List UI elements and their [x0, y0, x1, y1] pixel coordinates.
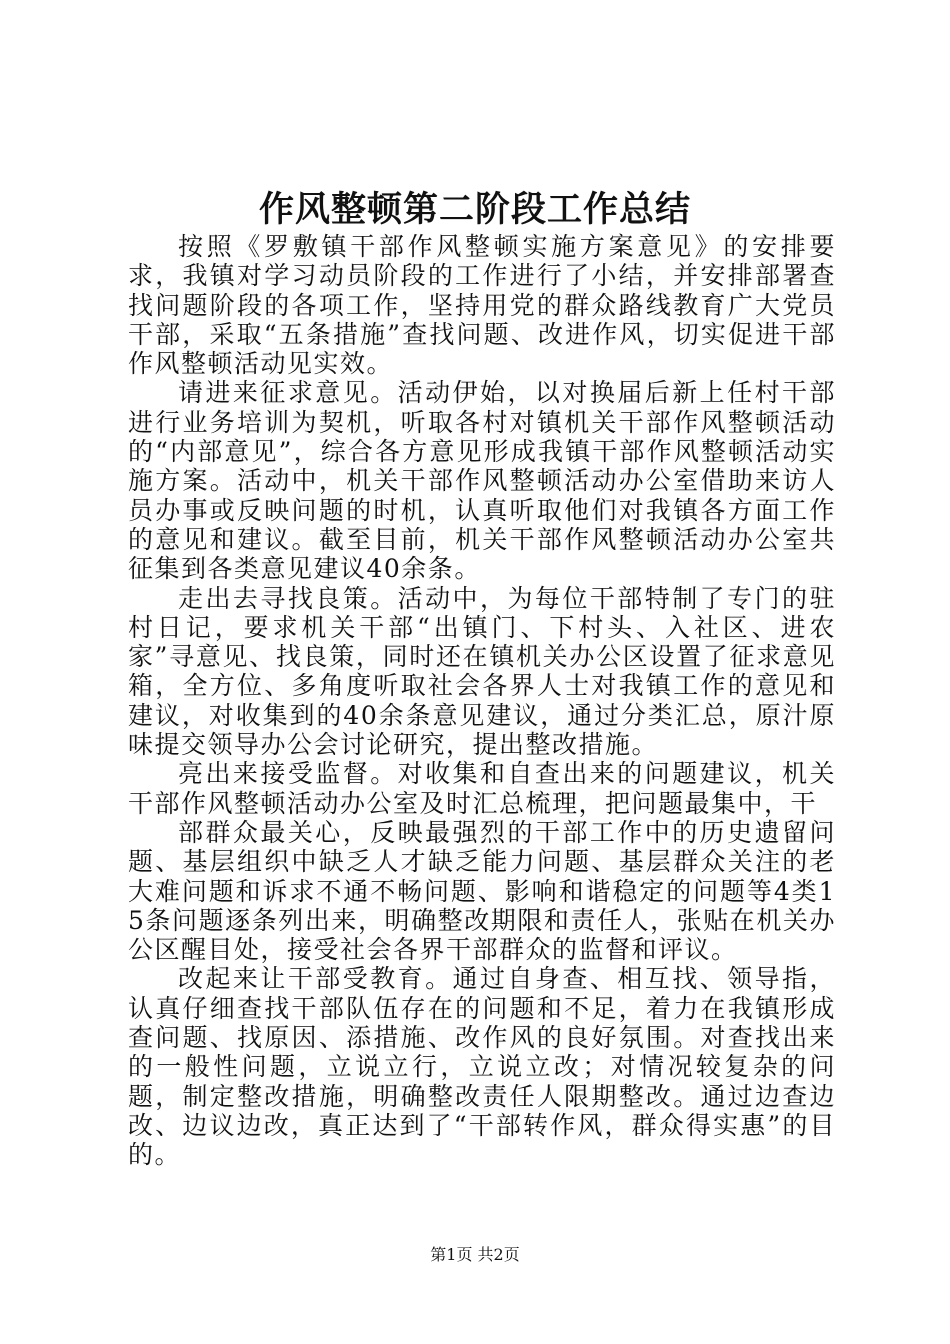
- document-body: [128, 232, 836, 1170]
- paragraph: 走出去寻找良策。活动中，为每位干部特制了专门的驻村日记，要求机关干部“出镇门、下村头、入社区、进农家”寻意见、找良策，同时还在镇机关办公区设置了征求意见箱，全方位、多角度听取社会各界人士对我镇工作的意见和建议，对收集到的40余条意见建议，通过分类汇总，原汁原味提交领导办公会讨论研究，提出整改措施。: [128, 583, 836, 760]
- paragraph: 按照《罗敷镇干部作风整顿实施方案意见》的安排要求，我镇对学习动员阶段的工作进行了小结，并安排部署查找问题阶段的各项工作，坚持用党的群众路线教育广大党员干部，采取“五条措施”查找问题、改进作风，切实促进干部作风整顿活动见实效。: [128, 232, 836, 379]
- paragraph: 请进来征求意见。活动伊始，以对换届后新上任村干部进行业务培训为契机，听取各村对镇机关干部作风整顿活动的“内部意见”，综合各方意见形成我镇干部作风整顿活动实施方案。活动中，机关干部作风整顿活动办公室借助来访人员办事或反映问题的时机，认真听取他们对我镇各方面工作的意见和建议。截至目前，机关干部作风整顿活动办公室共征集到各类意见建议40余条。: [128, 378, 836, 584]
- page-footer: 第1页 共2页: [430, 1245, 520, 1264]
- paragraph: 改起来让干部受教育。通过自身查、相互找、领导指，认真仔细查找干部队伍存在的问题和不足，着力在我镇形成查问题、找原因、添措施、改作风的良好氛围。对查找出来的一般性问题，立说立行，立说立改；对情况较复杂的问题，制定整改措施，明确整改责任人限期整改。通过边查边改、边议边改，真正达到了“干部转作风，群众得实惠”的目的。: [128, 964, 836, 1170]
- document-title: 作风整顿第二阶段工作总结: [258, 189, 691, 230]
- paragraph: 亮出来接受监督。对收集和自查出来的问题建议，机关干部作风整顿活动办公室及时汇总梳理，把问题最集中，干: [128, 759, 836, 818]
- paragraph: 部群众最关心，反映最强烈的干部工作中的历史遗留问题、基层组织中缺乏人才缺乏能力问题、基层群众关注的老大难问题和诉求不通不畅问题、影响和谐稳定的问题等4类15条问题逐条列出来，明确整改期限和责任人，张贴在机关办公区醒目处，接受社会各界干部群众的监督和评议。: [128, 817, 836, 965]
